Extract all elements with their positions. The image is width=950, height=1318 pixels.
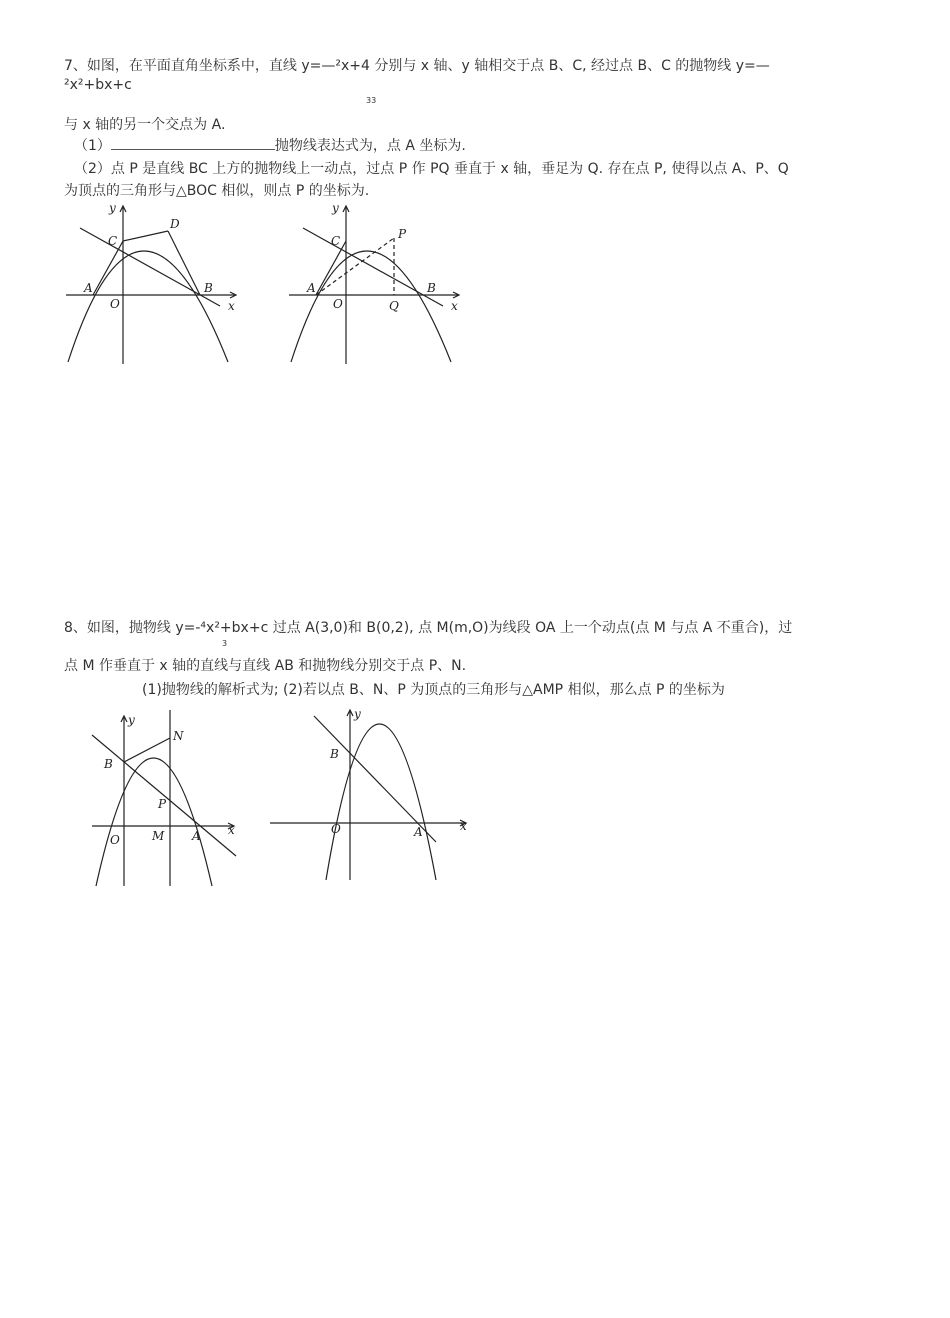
- label-n: N: [173, 729, 184, 743]
- q8-line-3: (1)抛物线的解析式为; (2)若以点 B、N、P 为顶点的三角形与△AMP 相似，那么点 P 的坐标为: [142, 682, 725, 698]
- label-y: y: [332, 201, 339, 215]
- q8-figure-2: [268, 708, 478, 888]
- parabola: [291, 251, 451, 362]
- line-bc: [303, 228, 443, 306]
- q7-line-1: 7、如图，在平面直角坐标系中，直线 y=—²x+4 分别与 x 轴、y 轴相交于点 B、C, 经过点 B、C 的抛物线 y=—: [64, 58, 770, 74]
- label-y: y: [128, 713, 135, 727]
- label-x: x: [460, 819, 467, 833]
- parabola: [326, 724, 436, 880]
- label-o: O: [110, 833, 120, 847]
- q7-part-1: [74, 136, 466, 155]
- label-o: O: [110, 297, 120, 311]
- segment-ac: [316, 241, 346, 295]
- label-o: O: [331, 822, 341, 836]
- label-o: O: [333, 297, 343, 311]
- q8-line-1: 8、如图，抛物线 y=-⁴x²+bx+c 过点 A(3,0)和 B(0,2), 点 M(m,O)为线段 OA 上一个动点(点 M 与点 A 不重合)，过: [64, 620, 793, 636]
- q7-figure-2: [283, 198, 473, 368]
- q7-fraction-residue: 33: [366, 96, 377, 105]
- label-p: P: [398, 227, 407, 241]
- label-a: A: [192, 829, 201, 843]
- segment-bn: [124, 738, 170, 762]
- q8-fraction-residue: 3: [222, 639, 228, 648]
- label-p: P: [158, 797, 167, 811]
- q7-line-3: 与 x 轴的另一个交点为 A.: [64, 117, 226, 133]
- label-b: B: [204, 281, 213, 295]
- label-a: A: [84, 281, 93, 295]
- label-b: B: [104, 757, 113, 771]
- label-d: D: [170, 217, 180, 231]
- label-q: Q: [389, 299, 399, 313]
- label-y: y: [109, 201, 116, 215]
- q7-part-2-line-2: 为顶点的三角形与△BOC 相似，则点 P 的坐标为.: [64, 183, 370, 199]
- parabola: [96, 758, 212, 886]
- label-c: C: [331, 234, 341, 248]
- label-x: x: [451, 299, 458, 313]
- segment-ap: [316, 238, 394, 295]
- q7-line-2: ²x²+bx+c: [64, 77, 132, 93]
- segment-ac: [93, 241, 123, 295]
- q7-part-1-suffix: 抛物线表达式为，点 A 坐标为.: [274, 138, 466, 154]
- label-b: B: [330, 747, 339, 761]
- label-c: C: [108, 234, 118, 248]
- segment-cd: [123, 231, 168, 241]
- label-y: y: [354, 707, 361, 721]
- q7-part-1-prefix: （1）: [74, 138, 111, 154]
- parabola: [68, 251, 228, 362]
- label-b: B: [427, 281, 436, 295]
- label-x: x: [228, 823, 235, 837]
- label-x: x: [228, 299, 235, 313]
- q7-answer-blank[interactable]: [111, 136, 275, 150]
- label-a: A: [414, 825, 423, 839]
- label-a: A: [307, 281, 316, 295]
- q7-figure-1: [60, 198, 250, 368]
- q8-figure-1: [88, 710, 258, 890]
- q8-line-2: 点 M 作垂直于 x 轴的直线与直线 AB 和抛物线分别交于点 P、N.: [64, 658, 467, 674]
- q7-part-2-line-1: （2）点 P 是直线 BC 上方的抛物线上一动点，过点 P 作 PQ 垂直于 x 轴，垂足为 Q. 存在点 P, 使得以点 A、P、Q: [74, 161, 789, 177]
- label-m: M: [152, 829, 165, 843]
